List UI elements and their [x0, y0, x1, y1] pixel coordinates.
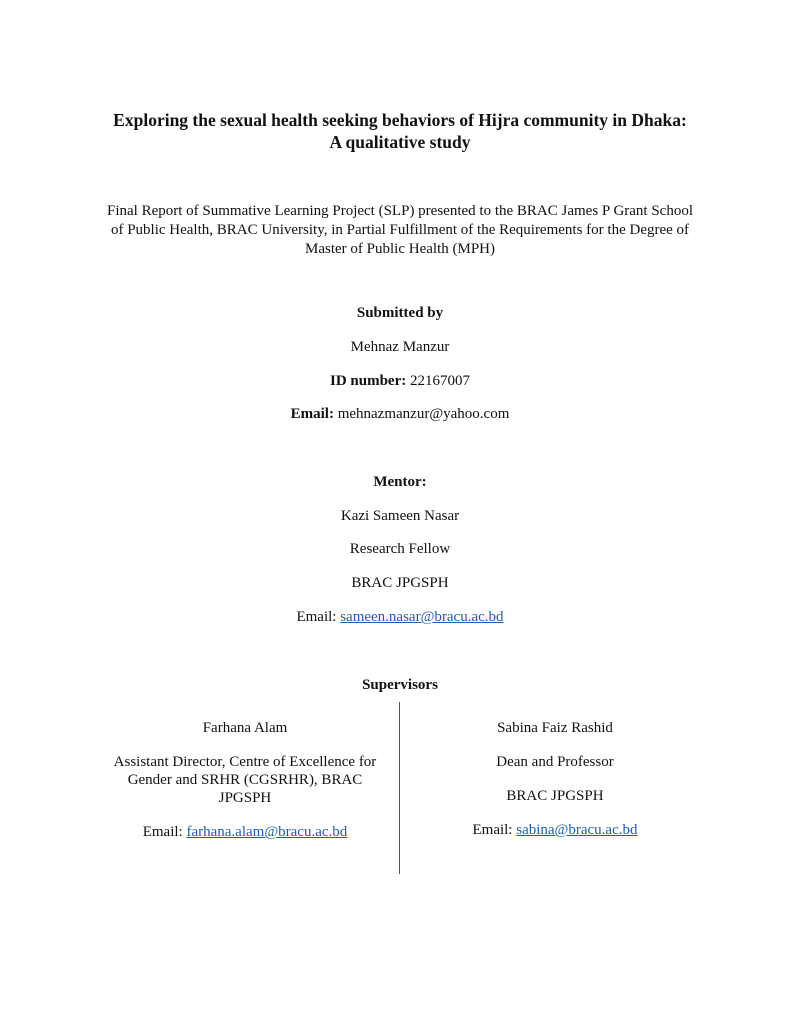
supervisor-left-email — [100, 823, 390, 841]
student-name: Mehnaz Manzur — [350, 339, 450, 355]
supervisors-heading: Supervisors — [362, 677, 438, 693]
id-label: ID number: — [329, 373, 407, 389]
supervisor-left-email-link[interactable]: farhana.alam@bracu.ac.bd — [186, 824, 348, 840]
student-email-value: mehnazmanzur@yahoo.com — [337, 406, 510, 422]
supervisor-right-email-link[interactable]: sabina@bracu.ac.bd — [516, 822, 638, 838]
student-email — [0, 405, 800, 424]
mentor-org: BRAC JPGSPH — [351, 575, 449, 591]
student-email-label: Email: — [290, 406, 334, 422]
supervisor-right-email-label: Email: — [472, 822, 513, 838]
supervisor-left-title-line2: Gender and SRHR (CGSRHR), BRAC — [127, 772, 363, 788]
supervisor-left-title-line1: Assistant Director, Centre of Excellence for — [113, 754, 377, 770]
subtitle-line2: of Public Health, BRAC University, in Partial Fulfillment of the Requirements for the Degree of — [110, 222, 690, 238]
supervisor-right-email — [410, 821, 700, 839]
mentor-name: Kazi Sameen Nasar — [340, 508, 460, 524]
supervisor-right-name: Sabina Faiz Rashid — [497, 720, 613, 736]
report-title-line2: A qualitative study — [329, 132, 471, 152]
supervisor-left-email-label: Email: — [142, 824, 183, 840]
supervisor-right-org: BRAC JPGSPH — [506, 788, 604, 804]
report-title-line1: Exploring the sexual health seeking behaviors of Hijra community in Dhaka: — [113, 110, 687, 130]
subtitle-line1: Final Report of Summative Learning Project (SLP) presented to the BRAC James P Grant School — [106, 203, 694, 219]
supervisor-left-title-line3: JPGSPH — [218, 790, 272, 806]
mentor-position: Research Fellow — [349, 541, 451, 557]
mentor-email — [0, 608, 800, 627]
id-value: 22167007 — [410, 373, 470, 389]
mentor-heading: Mentor: — [373, 474, 427, 490]
report-subtitle — [0, 202, 800, 259]
mentor-email-link[interactable]: sameen.nasar@bracu.ac.bd — [340, 609, 504, 625]
supervisors-divider — [399, 702, 400, 874]
subtitle-line3: Master of Public Health (MPH) — [305, 241, 495, 257]
supervisor-right-title: Dean and Professor — [496, 754, 614, 770]
report-title — [0, 109, 800, 153]
supervisor-left-name: Farhana Alam — [202, 720, 288, 736]
mentor-email-label: Email: — [296, 609, 337, 625]
supervisor-left-title — [100, 753, 390, 807]
submitted-by-heading: Submitted by — [356, 305, 444, 321]
student-id — [0, 372, 800, 391]
